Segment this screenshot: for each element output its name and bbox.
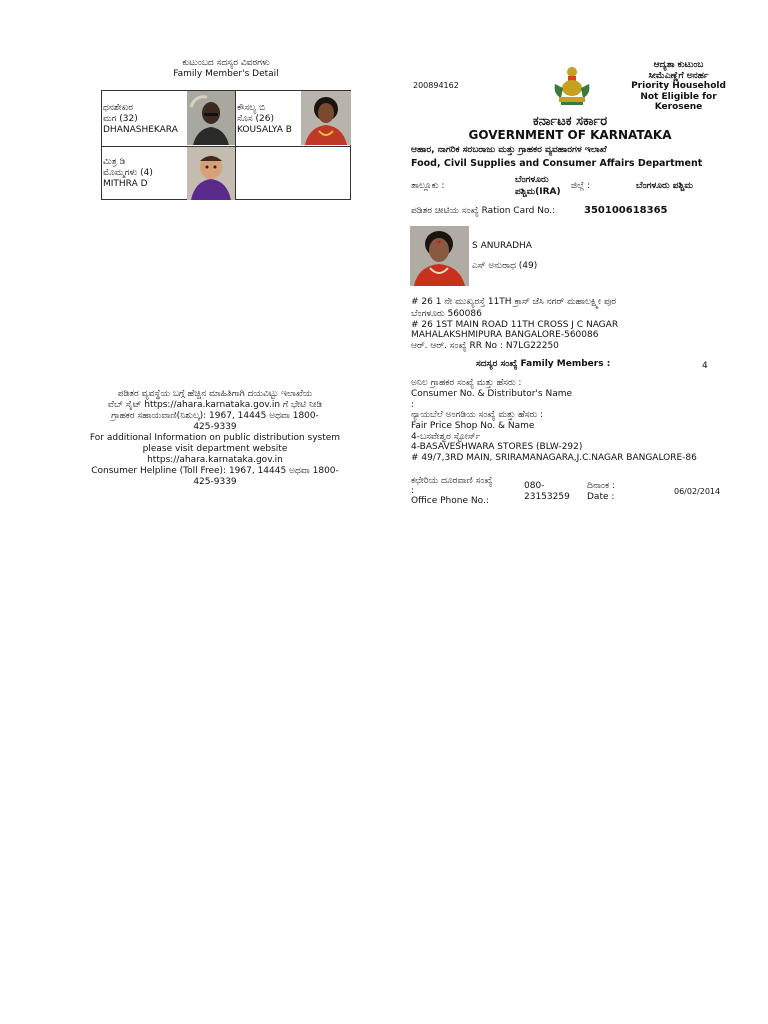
consumer-label-kn: ಅನಿಲ ಗ್ರಾಹಕರ ಸಂಖ್ಯೆ ಮತ್ತು ಹೆಸರು : <box>411 378 522 388</box>
district-label: ಜಿಲ್ಲೆ : <box>571 181 591 191</box>
helpline-en-line-3: Consumer Helpline (Toll Free): 1967, 14445 ಅಥವಾ 1800- <box>91 466 339 476</box>
helpline-kn-line-2: ವೆಬ್ ಸೈಟ್ https://ahara.karnataka.gov.in ಗೆ ಭೇಟಿ ನೀಡಿ <box>107 400 323 410</box>
category-kn-2: ಸೀಮೆಎಣ್ಣೆಗೆ ಅನರ್ಹ <box>648 70 709 81</box>
member-2-name-kn: ಕೌಸಲ್ಯ ಬಿ <box>237 103 266 113</box>
office-phone-value-2: 23153259 <box>524 492 570 502</box>
address-en-1: # 26 1ST MAIN ROAD 11TH CROSS J C NAGAR <box>411 320 619 330</box>
category-en-2: Not Eligible for <box>640 91 717 102</box>
member-3-name-en: MITHRA D <box>103 179 148 189</box>
helpline-kn-line-3: ಗ್ರಾಹಕರ ಸಹಾಯವಾಣಿ(ನಿಶುಲ್ಕ): 1967, 14445 ಅಥವಾ 1800- <box>111 411 319 421</box>
address-kn-1: # 26 1 ನೇ ಮುಖ್ಯರಸ್ತೆ 11TH ಕ್ರಾಸ್ ಜೆಸಿ ನಗರ್ ಮಹಾಲಕ್ಷ್ಮೀ ಪುರ <box>411 297 617 307</box>
member-1-details <box>103 103 178 136</box>
karnataka-emblem <box>551 66 593 106</box>
fps-value-en: 4-BASAVESHWARA STORES (BLW-292) <box>411 442 583 452</box>
dept-kn: ಆಹಾರ, ನಾಗರಿಕ ಸರಬರಾಜು ಮತ್ತು ಗ್ರಾಹಕರ ವ್ಯವಹಾರಗಳ ಇಲಾಖೆ <box>411 145 607 155</box>
helpline-kn-line-4: 425-9339 <box>193 422 237 432</box>
member-2-relation: ಸೊಸ (26) <box>237 114 274 124</box>
member-1-name-kn: ಧನಶೇಖರ <box>103 103 134 113</box>
fps-address: # 49/7,3RD MAIN, SRIRAMANAGARA,J.C.NAGAR BANGALORE-86 <box>411 453 697 463</box>
fps-value-kn: 4-ಬಸವೇಶ್ವರ ಸ್ಟೋರ್ಸ್ <box>411 432 481 442</box>
family-title-en: Family Member's Detail <box>173 69 279 79</box>
helpline-en-line-1: For additional Information on public distribution system <box>89 433 341 443</box>
member-1-relation: ಮಗ (32) <box>103 114 138 124</box>
card-serial: 200894162 <box>413 81 459 90</box>
member-3-name-kn: ಮಿತ್ರ ಡಿ <box>103 157 126 167</box>
ration-card-label: ಪಡಿತರ ಚೀಟಿಯ ಸಂಖ್ಯೆ Ration Card No.: <box>411 206 556 216</box>
helpline-website: https://ahara.karnataka.gov.in <box>147 455 283 465</box>
family-members-label: ಸದಸ್ಯರ ಸಂಖ್ಯೆ Family Members : <box>476 359 611 369</box>
rr-number: ಆರ್. ಆರ್. ಸಂಖ್ಯೆ RR No : N7LG22250 <box>411 341 559 351</box>
member-2-name-en: KOUSALYA B <box>237 125 292 135</box>
dept-en: Food, Civil Supplies and Consumer Affairs Department <box>411 158 703 169</box>
govt-title-en: GOVERNMENT OF KARNATAKA <box>468 128 672 142</box>
office-phone-value-1: 080- <box>524 481 545 491</box>
taluk-value-1: ಬೆಂಗಳೂರು <box>515 175 549 185</box>
member-2-details <box>237 103 292 136</box>
head-name-kn: ಎಸ್ ಅನುರಾಧ (49) <box>472 261 538 271</box>
consumer-label-en: Consumer No. & Distributor's Name <box>411 389 573 399</box>
taluk-value-2: ಪಶ್ಚಿಮ(IRA) <box>515 187 561 197</box>
helpline-kn-line-1: ಪಡಿತರ ವ್ಯವಸ್ಥೆಯ ಬಗ್ಗೆ ಹೆಚ್ಚಿನ ಮಾಹಿತಿಗಾಗಿ ದಯವಿಟ್ಟು ಇಲಾಖೆಯ <box>117 389 313 399</box>
date-label-kn: ದಿನಾಂಕ : <box>587 481 615 491</box>
ration-card-number: 350100618365 <box>584 205 668 216</box>
district-value: ಬೆಂಗಳೂರು ಪಶ್ಚಿಮ <box>636 181 693 191</box>
member-3-photo <box>187 147 235 200</box>
head-of-family-photo <box>410 226 469 286</box>
office-phone-label-en: Office Phone No.: <box>411 496 489 506</box>
helpline-en-line-4: 425-9339 <box>193 477 237 487</box>
category-en-3: Kerosene <box>654 102 703 112</box>
member-1-photo <box>187 91 235 145</box>
member-3-relation: ಮೊಮ್ಮಗಳು (4) <box>103 168 153 178</box>
category-en-1: Priority Household <box>631 81 726 91</box>
member-2-photo <box>301 91 351 145</box>
govt-title-kn: ಕರ್ನಾಟಕ ಸರ್ಕಾರ <box>532 114 608 129</box>
family-title-kn: ಕುಟುಂಬದ ಸದಸ್ಯರ ವಿವರಗಳು <box>182 58 270 68</box>
date-label-en: Date : <box>587 492 615 502</box>
consumer-colon: : <box>411 400 415 410</box>
fps-label-kn: ನ್ಯಾಯಬೆಲೆ ಅಂಗಡಿಯ ಸಂಖ್ಯೆ ಮತ್ತು ಹೆಸರು : <box>411 410 544 420</box>
fps-label-en: Fair Price Shop No. & Name <box>411 421 535 431</box>
member-1-name-en: DHANASHEKARA <box>103 125 178 135</box>
family-members-count: 4 <box>702 361 708 371</box>
helpline-en-line-2: please visit department website <box>142 444 288 454</box>
helpline-block <box>80 389 350 488</box>
date-value: 06/02/2014 <box>674 487 721 496</box>
card-category <box>626 60 731 113</box>
office-phone-label-kn: ಕಛೇರಿಯ ದೂರವಾಣಿ ಸಂಖ್ಯೆ <box>411 476 493 486</box>
taluk-label: ತಾಲ್ಲೂಕು : <box>411 181 445 191</box>
member-3-details <box>103 157 153 190</box>
category-kn-1: ಆದ್ಯತಾ ಕುಟುಂಬ <box>653 60 704 70</box>
family-member-table <box>101 90 351 200</box>
head-name-en: S ANURADHA <box>472 241 532 251</box>
address-en-2: MAHALAKSHMIPURA BANGALORE-560086 <box>411 330 599 340</box>
address-kn-2: ಬೆಂಗಳೂರು 560086 <box>411 309 482 319</box>
office-phone-colon: : <box>411 486 415 496</box>
